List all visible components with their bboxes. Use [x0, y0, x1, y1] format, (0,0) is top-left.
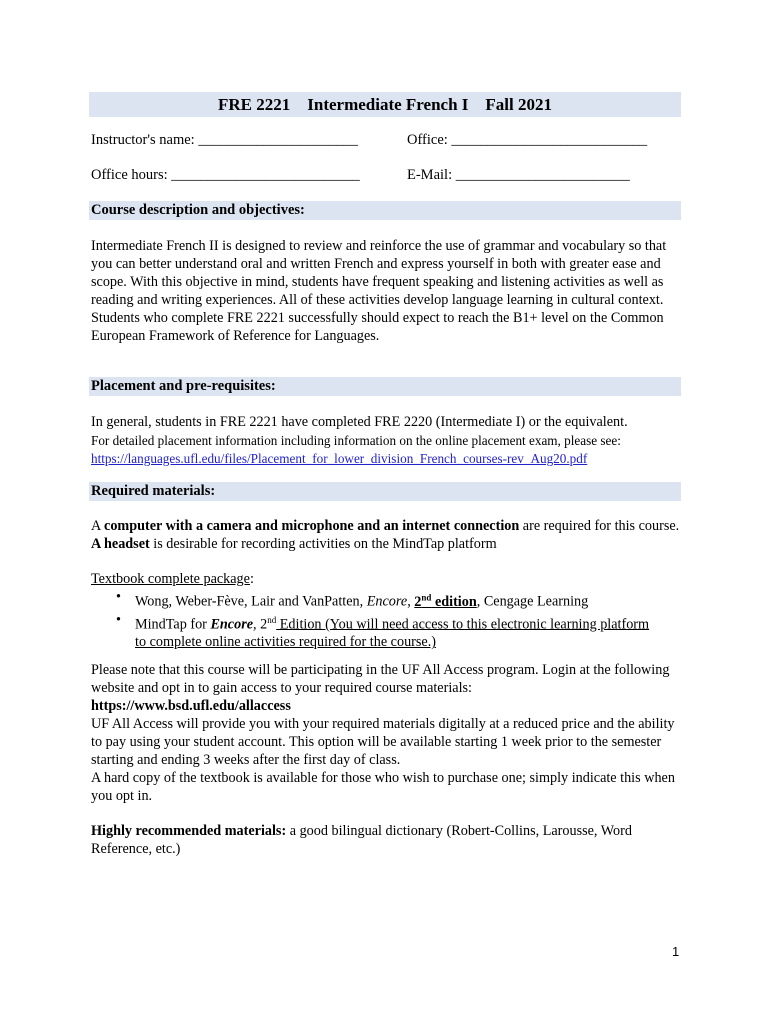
- recommended-materials: [91, 822, 681, 858]
- materials-heading: Required materials:: [91, 483, 216, 499]
- course-description-heading: Course description and objectives:: [91, 202, 305, 218]
- email-label: E-Mail:: [407, 167, 453, 183]
- textbook-list: [91, 588, 651, 651]
- textbook-package-label: Textbook complete package:: [91, 571, 254, 587]
- office-field: [407, 131, 647, 149]
- instructor-blank: ______________________: [198, 132, 358, 148]
- instructor-label: Instructor's name:: [91, 132, 195, 148]
- all-access-intro: Please note that this course will be participating in the UF All Access program. Login at the following website and opt in to gain access to your required course materials:: [91, 662, 670, 696]
- course-code: FRE 2221: [218, 95, 291, 114]
- placement-line: In general, students in FRE 2221 have completed FRE 2220 (Intermediate I) or the equivalent.: [91, 414, 628, 430]
- course-term: Fall 2021: [485, 95, 552, 114]
- course-description-band: [89, 201, 681, 220]
- list-item: • MindTap for Encore, 2nd Edition (You will need access to this electronic learning platform to complete online activities required for the course.): [116, 611, 650, 651]
- mindtap-title: Encore: [210, 616, 254, 633]
- course-name: Intermediate French I: [307, 95, 469, 114]
- headset-requirement: A headset: [91, 536, 150, 552]
- placement-band: [89, 377, 681, 396]
- list-item: • Wong, Weber-Fève, Lair and VanPatten, Encore, 2nd edition, Cengage Learning: [116, 589, 589, 610]
- materials-requirements: A computer with a camera and microphone and an internet connection are required for this course. A headset is desirable for recording activities on the MindTap platform: [91, 518, 680, 552]
- placement-link[interactable]: https://languages.ufl.edu/files/Placement_for_lower_division_French_courses-rev_Aug20.pdf: [91, 451, 588, 466]
- textbook-title: Encore: [366, 593, 408, 610]
- email-blank: ________________________: [455, 167, 630, 183]
- course-description-text: Intermediate French II is designed to review and reinforce the use of grammar and vocabulary so that you can better understand oral and written French and express yourself in both with greater ease and scope. With this objective in mind, students have frequent speaking and listening activities as well as reading and writing experiences. All of these activities develop language learning in cultural context. Students who complete FRE 2221 successfully should expect to reach the B1+ level on the Common European Framework of Reference for Languages.: [91, 238, 667, 344]
- materials-band: [89, 482, 681, 501]
- recommended-label: Highly recommended materials:: [91, 823, 287, 839]
- computer-requirement: computer with a camera and microphone and an internet connection: [104, 518, 520, 534]
- all-access-body: UF All Access will provide you with your required materials digitally at a reduced price and the ability to pay using your student account. This option will be available starting 1 week prior to the semester starting and ending 3 weeks after the first day of class.: [91, 716, 675, 768]
- placement-heading: Placement and pre-requisites:: [91, 378, 276, 394]
- all-access-url: https://www.bsd.ufl.edu/allaccess: [91, 698, 291, 714]
- office-hours-blank: __________________________: [171, 167, 360, 183]
- hard-copy-note: A hard copy of the textbook is available for those who wish to purchase one; simply indicate this when you opt in.: [91, 770, 675, 804]
- office-label: Office:: [407, 132, 448, 148]
- instructor-field: [91, 131, 358, 149]
- placement-details: For detailed placement information including information on the online placement exam, please see:: [91, 433, 621, 448]
- title-band: [89, 92, 681, 117]
- office-hours-label: Office hours:: [91, 167, 168, 183]
- page-number: 1: [672, 944, 680, 959]
- email-field: [407, 166, 630, 184]
- office-hours-field: [91, 166, 360, 184]
- recommended-text: a good bilingual dictionary (Robert-Collins, Larousse, Word Reference, etc.): [91, 823, 632, 857]
- office-blank: ___________________________: [451, 132, 648, 148]
